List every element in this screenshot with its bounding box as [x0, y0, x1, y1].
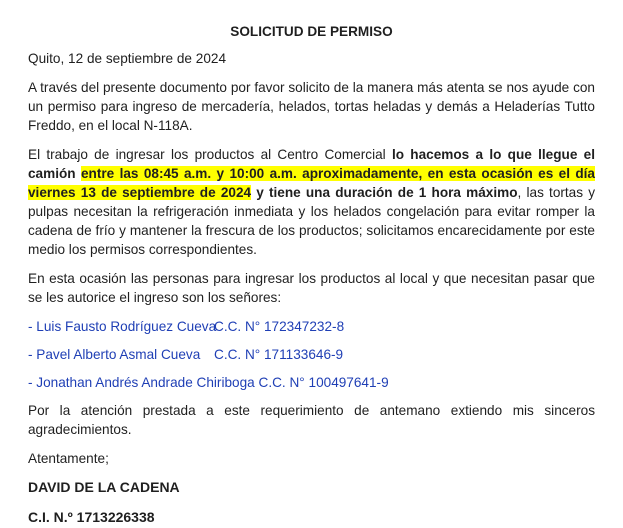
schedule-paragraph — [28, 145, 595, 259]
person-item — [28, 373, 595, 392]
signer-name: DAVID DE LA CADENA — [28, 479, 180, 495]
signer-id: C.I. N.º 1713226338 — [28, 509, 155, 525]
place-date: Quito, 12 de septiembre de 2024 — [28, 51, 226, 66]
person-name: - Luis Fausto Rodríguez Cueva — [28, 319, 217, 334]
schedule-text-plain: El trabajo de ingresar los productos al Centro Comercial — [28, 147, 392, 162]
person-id: C.C. N° 171133646-9 — [214, 347, 344, 362]
schedule-text-bold: lo hacemos a lo que llegue el camión — [28, 147, 595, 181]
person-item — [28, 345, 595, 364]
person-id: C.C. N° 100497641-9 — [258, 375, 389, 390]
intro-paragraph: A través del presente documento por favor solicito de la manera más atenta se nos ayude con un permiso para ingreso de mercadería, helados, tortas heladas y demás a Heladerías Tutto Freddo, en el local N-118A. — [28, 80, 595, 133]
schedule-text-rest: , las tortas y pulpas necesitan la refrigeración inmediata y los helados congelación para evitar romper la cadena de frío y mantener la frescura de los productos; solicitamos encarecidamente por este medio los permisos correspondientes. — [28, 185, 596, 257]
persons-intro: En esta ocasión las personas para ingresar los productos al local y que necesitan pasar que se les autorice el ingreso son los señores: — [28, 271, 595, 305]
duration-text: y tiene una duración de 1 hora máximo — [251, 185, 518, 200]
person-id: C.C. N° 172347232-8 — [214, 319, 345, 334]
document-title: SOLICITUD DE PERMISO — [230, 24, 393, 39]
closing-text: Atentamente; — [28, 451, 109, 466]
person-name: - Pavel Alberto Asmal Cueva — [28, 347, 201, 362]
person-name: - Jonathan Andrés Andrade Chiriboga — [28, 375, 255, 390]
schedule-highlight: entre las 08:45 a.m. y 10:00 a.m. aproximadamente, en esta ocasión es el día viernes 13 de septiembre de 2024 — [28, 166, 595, 200]
person-item — [28, 317, 595, 336]
thanks-paragraph: Por la atención prestada a este requerimiento de antemano extiendo mis sinceros agradecimientos. — [28, 403, 595, 437]
